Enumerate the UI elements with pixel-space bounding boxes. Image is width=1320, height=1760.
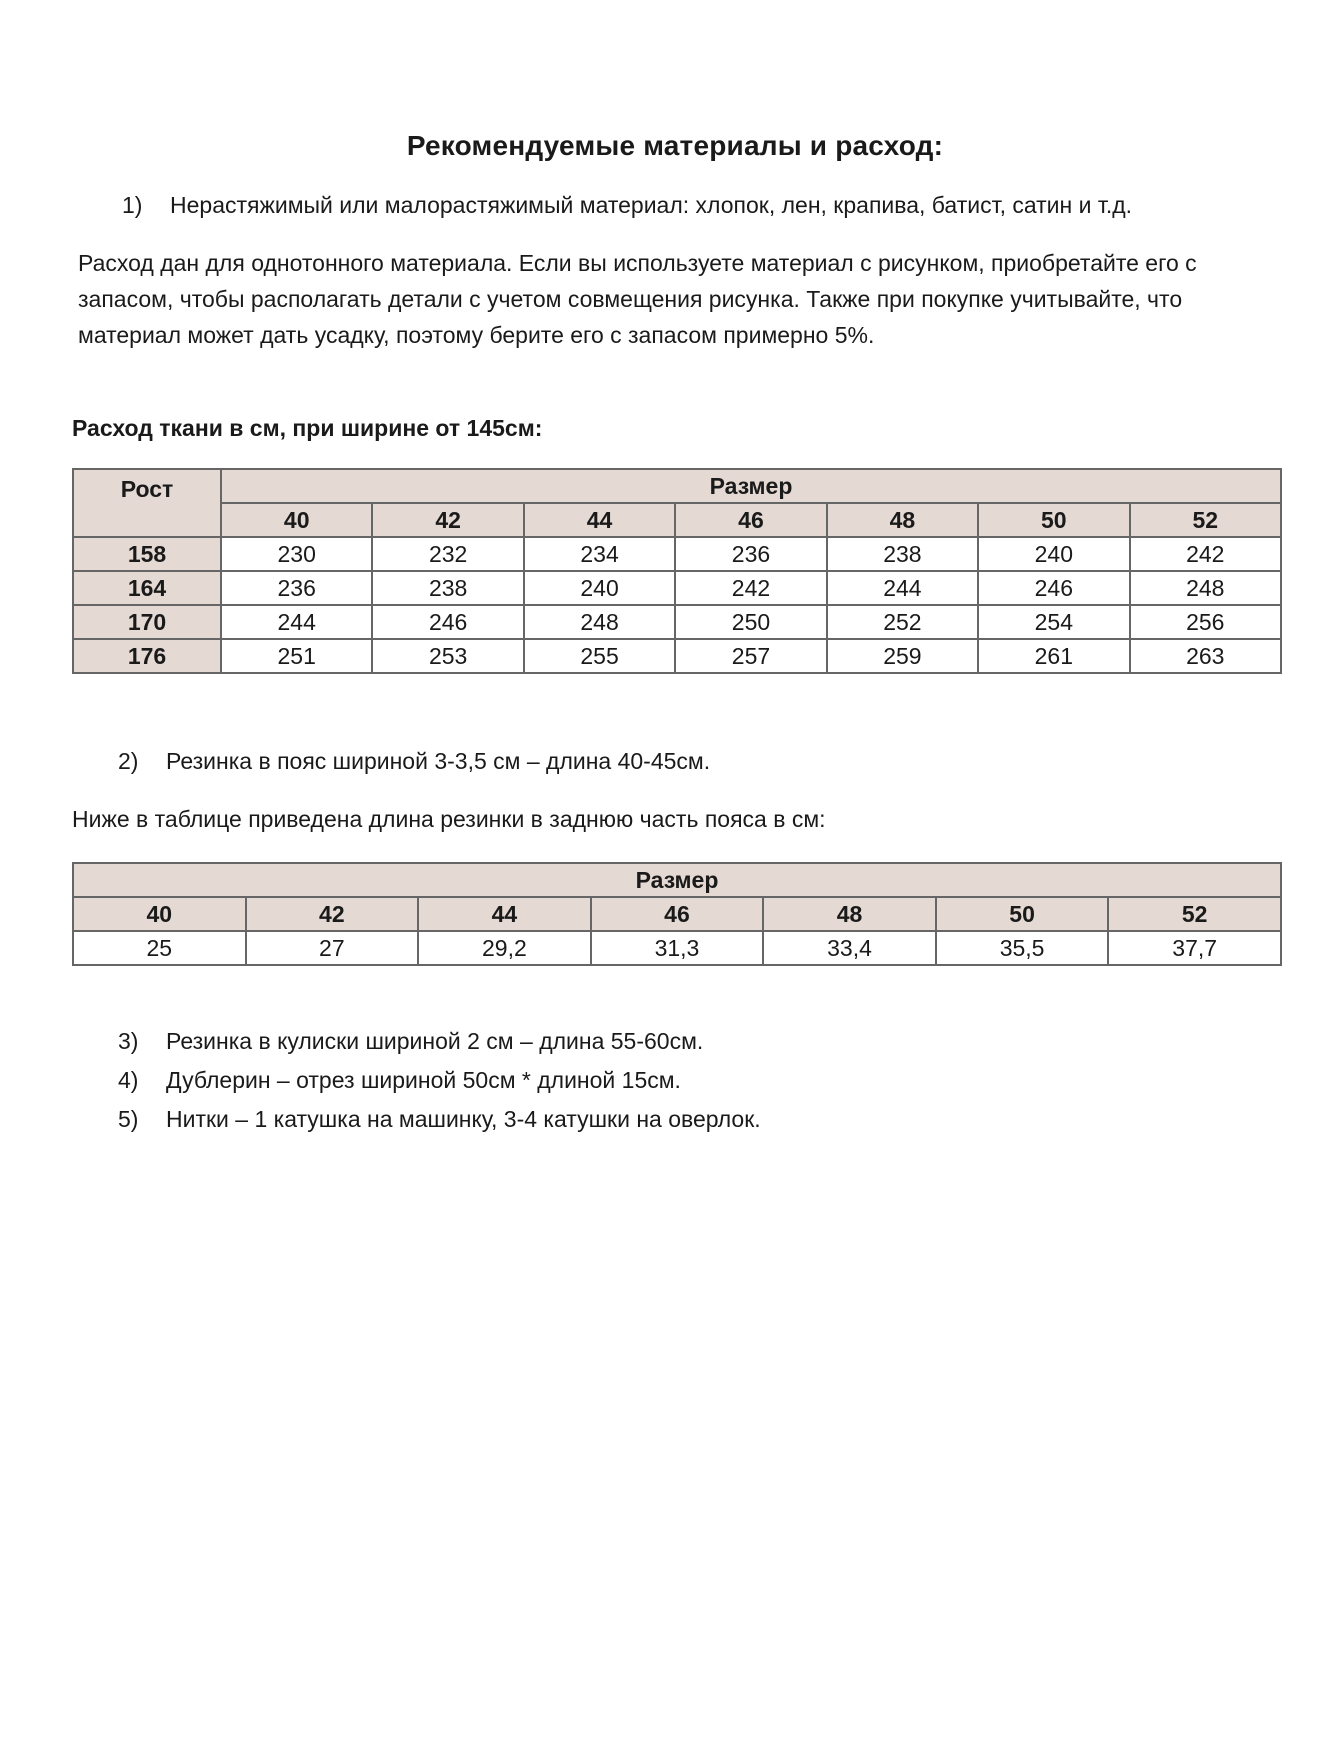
value-cell: 255	[524, 639, 675, 673]
value-cell: 240	[524, 571, 675, 605]
consumption-note	[78, 245, 1278, 353]
value-cell: 238	[372, 571, 523, 605]
value-cell: 259	[827, 639, 978, 673]
list-item-2	[118, 748, 710, 775]
value-cell: 253	[372, 639, 523, 673]
note-line: запасом, чтобы располагать детали с учетом совмещения рисунка. Также при покупке учитывайте, что	[78, 286, 1183, 312]
value-cell: 256	[1130, 605, 1281, 639]
value-cell: 248	[1130, 571, 1281, 605]
page-title: Рекомендуемые материалы и расход:	[406, 130, 944, 161]
height-cell: 170	[73, 605, 221, 639]
list-number: 4)	[118, 1067, 139, 1093]
list-item-text: Нерастяжимый или малорастяжимый материал: хлопок, лен, крапива, батист, сатин и т.д.	[170, 192, 1133, 218]
value-cell: 25	[73, 931, 246, 965]
size-cell: 42	[246, 897, 419, 931]
value-cell: 248	[524, 605, 675, 639]
table-row	[73, 931, 1281, 965]
value-cell: 242	[675, 571, 826, 605]
value-cell: 238	[827, 537, 978, 571]
table-row	[73, 639, 1281, 673]
fabric-heading: Расход ткани в см, при ширине от 145см:	[72, 415, 543, 441]
elastic-length-table	[72, 862, 1282, 966]
height-cell: 158	[73, 537, 221, 571]
list-item-1	[122, 192, 1132, 219]
table-row	[73, 537, 1281, 571]
value-cell: 257	[675, 639, 826, 673]
size-cell: 46	[591, 897, 764, 931]
list-item-5	[118, 1106, 761, 1133]
value-cell: 35,5	[936, 931, 1109, 965]
value-cell: 230	[221, 537, 372, 571]
elastic-intro: Ниже в таблице приведена длина резинки в заднюю часть пояса в см:	[72, 806, 826, 832]
size-header: Размер	[221, 469, 1281, 503]
size-cell: 52	[1130, 503, 1281, 537]
sizes-row	[73, 503, 1281, 537]
fabric-consumption-table	[72, 468, 1282, 674]
value-cell: 251	[221, 639, 372, 673]
value-cell: 234	[524, 537, 675, 571]
list-item-text: Резинка в пояс шириной 3-3,5 см – длина 40-45см.	[166, 748, 711, 774]
table-row	[73, 605, 1281, 639]
height-cell: 164	[73, 571, 221, 605]
size-cell: 44	[524, 503, 675, 537]
list-item-text: Дублерин – отрез шириной 50см * длиной 15см.	[166, 1067, 681, 1093]
size-cell: 50	[936, 897, 1109, 931]
value-cell: 236	[675, 537, 826, 571]
list-item-text: Нитки – 1 катушка на машинку, 3-4 катушки на оверлок.	[166, 1106, 761, 1132]
list-item-4	[118, 1067, 681, 1094]
note-line: Расход дан для однотонного материала. Если вы используете материал с рисунком, приобретайте его с	[78, 250, 1197, 276]
list-number: 1)	[122, 192, 143, 218]
list-number: 5)	[118, 1106, 139, 1132]
list-item-text: Резинка в кулиски шириной 2 см – длина 55-60см.	[166, 1028, 704, 1054]
size-cell: 48	[763, 897, 936, 931]
table-row	[73, 571, 1281, 605]
value-cell: 246	[372, 605, 523, 639]
table-header-row	[73, 469, 1281, 503]
sizes-row	[73, 897, 1281, 931]
list-item-3	[118, 1028, 703, 1055]
size-header: Размер	[73, 863, 1281, 897]
value-cell: 236	[221, 571, 372, 605]
value-cell: 240	[978, 537, 1129, 571]
value-cell: 29,2	[418, 931, 591, 965]
value-cell: 27	[246, 931, 419, 965]
value-cell: 250	[675, 605, 826, 639]
size-cell: 46	[675, 503, 826, 537]
size-cell: 42	[372, 503, 523, 537]
value-cell: 244	[221, 605, 372, 639]
value-cell: 263	[1130, 639, 1281, 673]
list-number: 2)	[118, 748, 139, 774]
value-cell: 242	[1130, 537, 1281, 571]
size-cell: 44	[418, 897, 591, 931]
size-cell: 40	[221, 503, 372, 537]
value-cell: 261	[978, 639, 1129, 673]
size-cell: 40	[73, 897, 246, 931]
value-cell: 31,3	[591, 931, 764, 965]
table-header-row	[73, 863, 1281, 897]
note-line: материал может дать усадку, поэтому берите его с запасом примерно 5%.	[78, 322, 875, 348]
value-cell: 232	[372, 537, 523, 571]
value-cell: 254	[978, 605, 1129, 639]
size-cell: 52	[1108, 897, 1281, 931]
size-cell: 50	[978, 503, 1129, 537]
value-cell: 37,7	[1108, 931, 1281, 965]
height-header: Рост	[73, 469, 221, 537]
list-number: 3)	[118, 1028, 139, 1054]
value-cell: 252	[827, 605, 978, 639]
value-cell: 244	[827, 571, 978, 605]
size-cell: 48	[827, 503, 978, 537]
height-cell: 176	[73, 639, 221, 673]
value-cell: 33,4	[763, 931, 936, 965]
value-cell: 246	[978, 571, 1129, 605]
